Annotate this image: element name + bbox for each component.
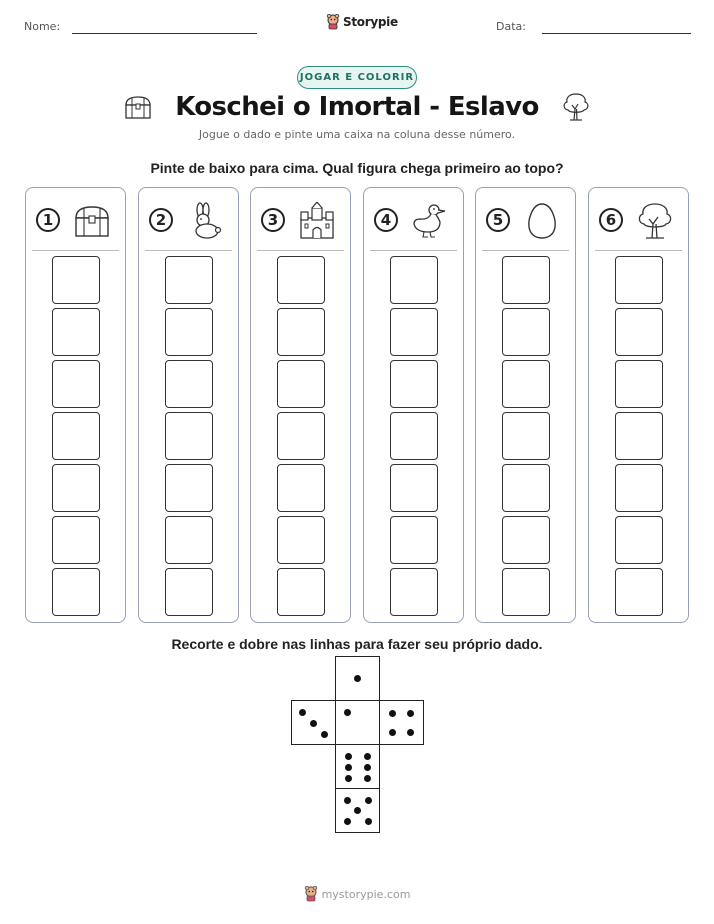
column-5 [475, 187, 576, 623]
color-box[interactable] [277, 308, 325, 356]
pip [389, 710, 396, 717]
tree-icon [561, 92, 591, 122]
color-box[interactable] [502, 516, 550, 564]
column-divider [32, 250, 119, 251]
column-4 [363, 187, 464, 623]
column-divider [595, 250, 682, 251]
pip [364, 775, 371, 782]
color-box[interactable] [390, 516, 438, 564]
pip [345, 764, 352, 771]
color-box[interactable] [52, 256, 100, 304]
pip [344, 818, 351, 825]
column-number: 6 [599, 208, 623, 232]
color-box[interactable] [502, 308, 550, 356]
pip [354, 807, 361, 814]
color-box[interactable] [277, 256, 325, 304]
pip [407, 710, 414, 717]
game-badge: JOGAR E COLORIR [297, 66, 417, 89]
column-divider [482, 250, 569, 251]
storypie-mascot-icon [304, 886, 318, 902]
storypie-mascot-icon [326, 14, 340, 30]
date-line[interactable] [542, 33, 691, 34]
color-box[interactable] [165, 464, 213, 512]
column-number: 1 [36, 208, 60, 232]
rabbit-icon [185, 202, 225, 240]
footer-url[interactable]: mystorypie.com [321, 887, 411, 901]
color-box[interactable] [390, 360, 438, 408]
color-box[interactable] [165, 360, 213, 408]
pip [354, 675, 361, 682]
treasure-chest-icon [72, 202, 112, 240]
color-box[interactable] [502, 256, 550, 304]
column-2 [138, 187, 239, 623]
color-box[interactable] [277, 412, 325, 460]
column-header [251, 202, 350, 238]
column-number: 4 [374, 208, 398, 232]
color-box[interactable] [52, 464, 100, 512]
color-box[interactable] [52, 568, 100, 616]
brand-name: Storypie [343, 15, 398, 29]
pip [389, 729, 396, 736]
color-box[interactable] [615, 464, 663, 512]
egg-icon [522, 202, 562, 240]
color-box[interactable] [165, 308, 213, 356]
color-box[interactable] [277, 464, 325, 512]
die-face-1 [335, 656, 380, 701]
color-box[interactable] [52, 308, 100, 356]
die-face-4 [379, 700, 424, 745]
color-box[interactable] [52, 412, 100, 460]
color-box[interactable] [52, 516, 100, 564]
color-box[interactable] [390, 464, 438, 512]
column-header [364, 202, 463, 238]
pip [299, 709, 306, 716]
title-row [0, 92, 714, 122]
pip [321, 731, 328, 738]
color-box[interactable] [165, 568, 213, 616]
name-label: Nome: [24, 20, 61, 33]
pip [345, 775, 352, 782]
column-header [476, 202, 575, 238]
pip [310, 720, 317, 727]
color-box[interactable] [615, 308, 663, 356]
pip [344, 797, 351, 804]
pip [365, 797, 372, 804]
color-box[interactable] [390, 308, 438, 356]
pip [344, 709, 351, 716]
color-box[interactable] [615, 412, 663, 460]
color-box[interactable] [615, 568, 663, 616]
pip [365, 818, 372, 825]
pip [364, 753, 371, 760]
pip [364, 764, 371, 771]
color-box[interactable] [165, 516, 213, 564]
color-box[interactable] [165, 256, 213, 304]
treasure-chest-icon [123, 94, 153, 120]
color-box[interactable] [615, 360, 663, 408]
color-box[interactable] [165, 412, 213, 460]
color-box[interactable] [502, 568, 550, 616]
die-face-3 [291, 700, 336, 745]
column-1 [25, 187, 126, 623]
color-box[interactable] [390, 412, 438, 460]
page-title: Koschei o Imortal - Eslavo [175, 92, 539, 122]
name-line[interactable] [72, 33, 257, 34]
column-header [139, 202, 238, 238]
die-face-center-1 [335, 700, 380, 745]
column-number: 3 [261, 208, 285, 232]
color-box[interactable] [615, 516, 663, 564]
color-box[interactable] [390, 256, 438, 304]
brand-logo [326, 14, 398, 30]
column-header [589, 202, 688, 238]
pip [407, 729, 414, 736]
castle-icon [297, 202, 337, 240]
column-header [26, 202, 125, 238]
footer [0, 886, 714, 902]
color-box[interactable] [277, 516, 325, 564]
subtitle: Jogue o dado e pinte uma caixa na coluna desse número. [198, 128, 516, 141]
color-box[interactable] [615, 256, 663, 304]
color-box[interactable] [502, 412, 550, 460]
date-label: Data: [496, 20, 526, 33]
column-number: 5 [486, 208, 510, 232]
duck-icon [410, 202, 450, 240]
column-3 [250, 187, 351, 623]
color-box[interactable] [502, 464, 550, 512]
column-divider [370, 250, 457, 251]
color-box[interactable] [52, 360, 100, 408]
instruction-top: Pinte de baixo para cima. Qual figura chega primeiro ao topo? [150, 160, 564, 176]
column-number: 2 [149, 208, 173, 232]
instruction-bottom: Recorte e dobre nas linhas para fazer seu próprio dado. [171, 636, 543, 652]
color-box[interactable] [277, 568, 325, 616]
die-face-6 [335, 744, 380, 789]
column-divider [145, 250, 232, 251]
pip [345, 753, 352, 760]
color-box[interactable] [502, 360, 550, 408]
color-box[interactable] [277, 360, 325, 408]
color-box[interactable] [390, 568, 438, 616]
column-6 [588, 187, 689, 623]
column-divider [257, 250, 344, 251]
die-face-5 [335, 788, 380, 833]
tree-icon [635, 202, 675, 240]
